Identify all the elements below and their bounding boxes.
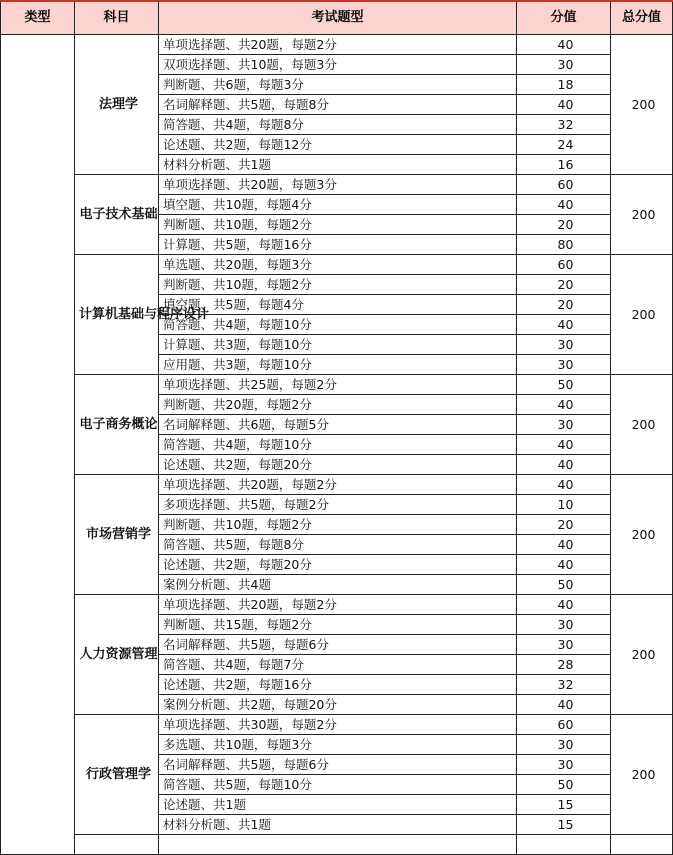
question-type-cell: 填空题、共10题，每题4分 — [159, 195, 517, 215]
question-type-cell: 双项选择题、共10题，每题3分 — [159, 55, 517, 75]
question-type-cell: 单项选择题、共20题，每题2分 — [159, 595, 517, 615]
score-cell: 40 — [517, 455, 611, 475]
score-cell: 30 — [517, 615, 611, 635]
total-score-cell: 200 — [611, 35, 673, 175]
question-type-cell: 论述题、共2题，每题12分 — [159, 135, 517, 155]
question-type-cell: 判断题、共10题，每题2分 — [159, 275, 517, 295]
question-type-cell: 材料分析题、共1题 — [159, 815, 517, 835]
score-cell: 80 — [517, 235, 611, 255]
question-type-cell: 简答题、共4题，每题10分 — [159, 435, 517, 455]
question-type-cell: 计算题、共3题，每题10分 — [159, 335, 517, 355]
score-cell: 16 — [517, 155, 611, 175]
table-body — [1, 35, 673, 855]
question-type-cell: 多选题、共10题，每题3分 — [159, 735, 517, 755]
score-cell: 50 — [517, 375, 611, 395]
score-cell: 20 — [517, 295, 611, 315]
type-cell — [1, 35, 75, 855]
score-cell: 30 — [517, 415, 611, 435]
score-cell: 40 — [517, 595, 611, 615]
score-cell: 24 — [517, 135, 611, 155]
score-cell: 40 — [517, 435, 611, 455]
question-type-cell: 计算题、共5题，每题16分 — [159, 235, 517, 255]
question-type-cell: 多项选择题、共5题，每题2分 — [159, 495, 517, 515]
question-type-cell: 判断题、共10题，每题2分 — [159, 515, 517, 535]
score-cell: 20 — [517, 215, 611, 235]
header-row — [1, 1, 673, 35]
score-cell: 40 — [517, 195, 611, 215]
partial-cell — [75, 835, 159, 855]
table-row — [1, 375, 673, 395]
score-cell: 40 — [517, 35, 611, 55]
question-type-cell: 填空题、共5题，每题4分 — [159, 295, 517, 315]
question-type-cell: 单项选择题、共20题，每题2分 — [159, 475, 517, 495]
question-type-cell: 案例分析题、共4题 — [159, 575, 517, 595]
question-type-cell: 论述题、共2题，每题16分 — [159, 675, 517, 695]
question-type-cell: 论述题、共1题 — [159, 795, 517, 815]
score-cell: 32 — [517, 115, 611, 135]
score-cell: 40 — [517, 395, 611, 415]
score-cell: 20 — [517, 275, 611, 295]
score-cell: 50 — [517, 575, 611, 595]
header-total-score: 总分值 — [611, 1, 673, 35]
score-cell: 40 — [517, 695, 611, 715]
question-type-cell: 单项选择题、共25题，每题2分 — [159, 375, 517, 395]
question-type-cell: 简答题、共5题，每题10分 — [159, 775, 517, 795]
total-score-cell: 200 — [611, 255, 673, 375]
question-type-cell: 判断题、共15题，每题2分 — [159, 615, 517, 635]
question-type-cell: 简答题、共4题，每题8分 — [159, 115, 517, 135]
score-cell: 40 — [517, 535, 611, 555]
score-cell: 40 — [517, 475, 611, 495]
question-type-cell: 判断题、共20题，每题2分 — [159, 395, 517, 415]
score-cell: 40 — [517, 95, 611, 115]
score-cell: 40 — [517, 555, 611, 575]
header-question-type: 考试题型 — [159, 1, 517, 35]
subject-cell: 计算机基础与程序设计 — [75, 255, 159, 375]
question-type-cell: 判断题、共10题，每题2分 — [159, 215, 517, 235]
partial-cell — [611, 835, 673, 855]
subject-cell: 法理学 — [75, 35, 159, 175]
score-cell: 10 — [517, 495, 611, 515]
score-cell: 30 — [517, 635, 611, 655]
question-type-cell: 单项选择题、共30题，每题2分 — [159, 715, 517, 735]
question-type-cell: 名词解释题、共5题，每题6分 — [159, 755, 517, 775]
question-type-cell: 简答题、共4题，每题10分 — [159, 315, 517, 335]
score-cell: 15 — [517, 795, 611, 815]
subject-cell: 电子商务概论 — [75, 375, 159, 475]
total-score-cell: 200 — [611, 475, 673, 595]
question-type-cell: 名词解释题、共5题，每题8分 — [159, 95, 517, 115]
table-row-partial — [1, 835, 673, 855]
score-cell: 40 — [517, 315, 611, 335]
score-cell: 20 — [517, 515, 611, 535]
score-cell: 60 — [517, 255, 611, 275]
table-row — [1, 175, 673, 195]
table-row — [1, 35, 673, 55]
question-type-cell: 单选题、共20题，每题3分 — [159, 255, 517, 275]
header-type: 类型 — [1, 1, 75, 35]
question-type-cell: 简答题、共4题，每题7分 — [159, 655, 517, 675]
total-score-cell: 200 — [611, 375, 673, 475]
question-type-cell: 简答题、共5题，每题8分 — [159, 535, 517, 555]
question-type-cell: 论述题、共2题，每题20分 — [159, 555, 517, 575]
question-type-cell: 单项选择题、共20题，每题3分 — [159, 175, 517, 195]
subject-cell: 市场营销学 — [75, 475, 159, 595]
score-cell: 28 — [517, 655, 611, 675]
score-cell: 60 — [517, 715, 611, 735]
question-type-cell: 单项选择题、共20题，每题2分 — [159, 35, 517, 55]
question-type-cell: 名词解释题、共5题，每题6分 — [159, 635, 517, 655]
total-score-cell: 200 — [611, 715, 673, 835]
partial-cell — [517, 835, 611, 855]
total-score-cell: 200 — [611, 595, 673, 715]
score-cell: 30 — [517, 335, 611, 355]
question-type-cell: 案例分析题、共2题，每题20分 — [159, 695, 517, 715]
score-cell: 30 — [517, 735, 611, 755]
question-type-cell: 材料分析题、共1题 — [159, 155, 517, 175]
partial-cell — [159, 835, 517, 855]
score-cell: 60 — [517, 175, 611, 195]
table-row — [1, 255, 673, 275]
question-type-cell: 应用题、共3题，每题10分 — [159, 355, 517, 375]
subject-cell: 人力资源管理 — [75, 595, 159, 715]
score-cell: 30 — [517, 55, 611, 75]
header-subject: 科目 — [75, 1, 159, 35]
question-type-cell: 论述题、共2题，每题20分 — [159, 455, 517, 475]
score-cell: 32 — [517, 675, 611, 695]
total-score-cell: 200 — [611, 175, 673, 255]
score-cell: 18 — [517, 75, 611, 95]
table-row — [1, 715, 673, 735]
question-type-cell: 名词解释题、共6题，每题5分 — [159, 415, 517, 435]
score-cell: 30 — [517, 355, 611, 375]
score-cell: 30 — [517, 755, 611, 775]
subject-cell: 行政管理学 — [75, 715, 159, 835]
score-cell: 50 — [517, 775, 611, 795]
subject-cell: 电子技术基础 — [75, 175, 159, 255]
question-type-cell: 判断题、共6题，每题3分 — [159, 75, 517, 95]
score-cell: 15 — [517, 815, 611, 835]
table-row — [1, 475, 673, 495]
header-score: 分值 — [517, 1, 611, 35]
table-row — [1, 595, 673, 615]
